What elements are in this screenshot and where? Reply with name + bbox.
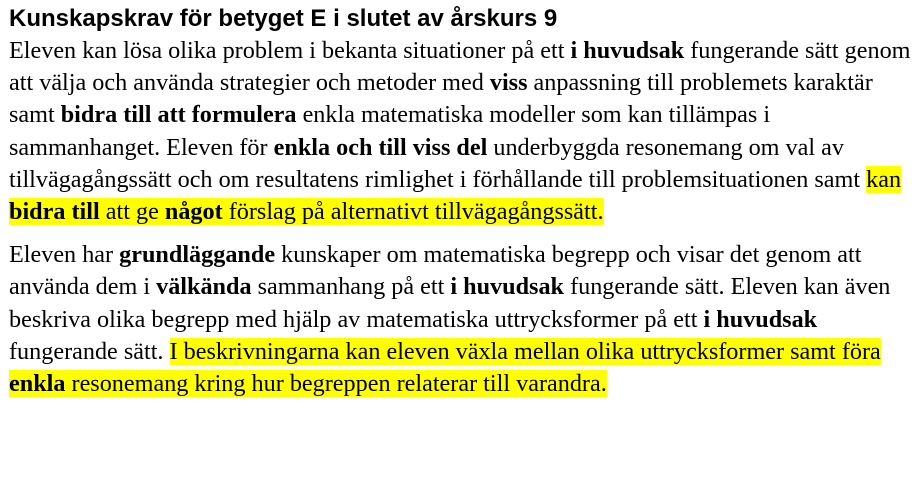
bold-run: bidra till att formulera <box>60 101 297 129</box>
bold-run: välkända <box>156 273 252 301</box>
highlighted-bold-text: något <box>164 198 223 226</box>
bold-run: enkla och till viss del <box>273 133 488 161</box>
highlighted-text: kan <box>866 165 902 193</box>
document-page <box>9 0 914 400</box>
text-run: kunskaper om matematiska begrepp och visar det genom att använda dem i <box>9 241 862 301</box>
highlighted-bold-text: bidra till <box>9 198 100 226</box>
bold-run: viss <box>489 69 528 97</box>
text-run: fungerande sätt genom att välja och använda strategier och metoder med <box>9 37 911 97</box>
highlighted-text: förslag på alternativt tillvägagångssätt. <box>222 198 604 226</box>
text-run: enkla matematiska modeller som kan tillämpas i sammanhanget. Eleven för <box>9 101 771 161</box>
bold-run: i huvudsak <box>703 305 818 333</box>
text-run: Eleven kan lösa olika problem i bekanta situationer på ett <box>9 37 571 64</box>
text-run: underbyggda resonemang om val av tillvägagångssätt och om resultatens rimlighet i förhållande till problemsituationen samt <box>9 133 867 193</box>
text-run: anpassning till problemets karaktär samt <box>9 69 873 129</box>
paragraph-concepts <box>9 239 914 400</box>
text-run: Eleven har <box>9 241 120 269</box>
bold-run: grundläggande <box>119 241 276 269</box>
highlighted-text: att ge <box>99 198 165 226</box>
paragraph-problem-solving <box>9 35 914 228</box>
page-title: Kunskapskrav för betyget E i slutet av årskurs 9 <box>9 5 558 32</box>
text-run: fungerande sätt. Eleven kan även beskriva olika begrepp med hjälp av matematiska uttrycksformer på ett <box>9 273 891 333</box>
text-run: fungerande sätt. <box>9 337 170 365</box>
highlighted-text: I beskrivningarna kan eleven växla mellan olika uttrycksformer samt föra <box>169 337 881 365</box>
bold-run: i huvudsak <box>450 273 565 301</box>
bold-run: i huvudsak <box>570 37 685 64</box>
text-run: sammanhang på ett <box>251 273 451 301</box>
highlighted-bold-text: enkla <box>9 370 66 398</box>
highlighted-text: resonemang kring hur begreppen relaterar till varandra. <box>65 370 607 398</box>
